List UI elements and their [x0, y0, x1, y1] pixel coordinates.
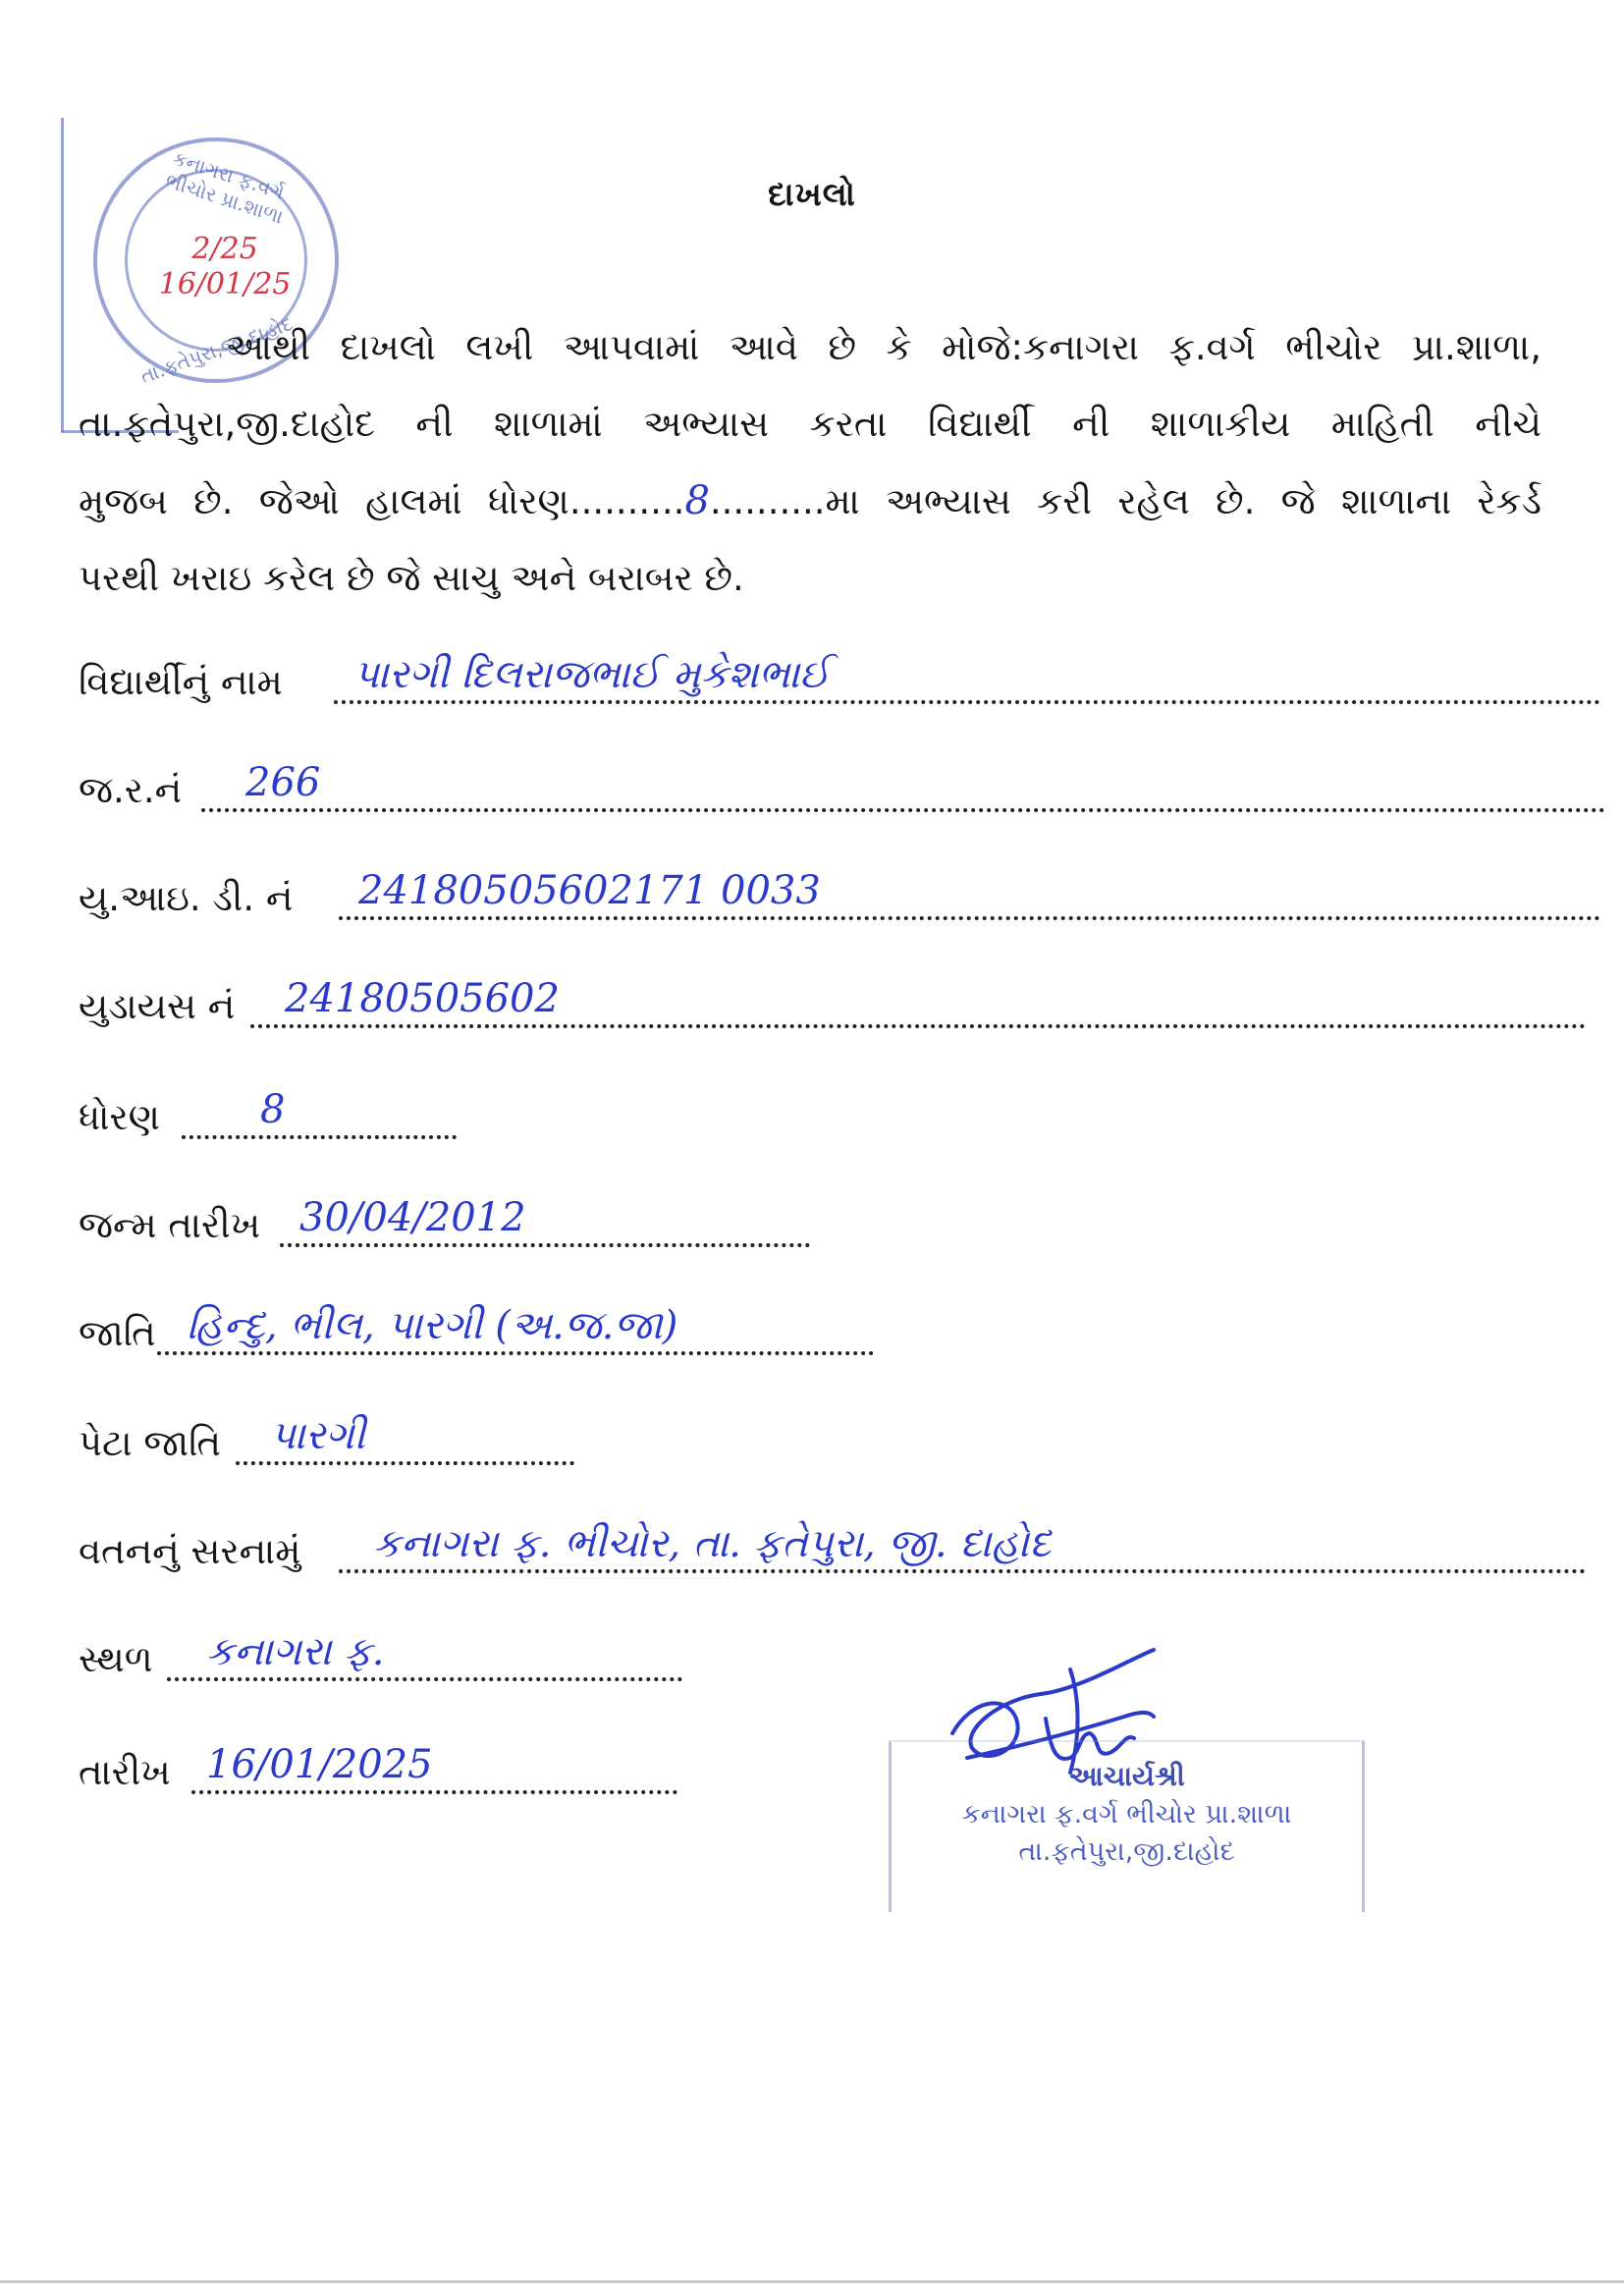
- stamp-number-line2: 16/01/25: [158, 267, 292, 301]
- field-value: કનાગરા ફ. ભીચોર, તા. ફતેપુરા, જી. દાહોદ: [373, 1521, 1052, 1566]
- stamp-principal-title: આચાર્યશ્રી: [1068, 1760, 1185, 1792]
- paragraph-line-4: પરથી ખરાઇ કરેલ છે જે સાચુ અને બરાબર છે.: [79, 557, 744, 599]
- field-native-address: [79, 1521, 1052, 1581]
- stamp-number-line1: 2/25: [191, 232, 258, 266]
- field-place: [79, 1629, 385, 1689]
- field-standard: [79, 1087, 286, 1147]
- paragraph-line-3-before: મુજબ છે. જેઓ હાલમાં ધોરણ..........: [79, 480, 685, 522]
- scan-edge-line: [0, 2280, 1624, 2283]
- stamp-school-location: તા.ફતેપુરા,જી.દાહોદ: [1018, 1836, 1235, 1867]
- stamp-frame-line: [61, 118, 70, 432]
- field-value: કનાગરા ફ.: [206, 1629, 385, 1674]
- stamp-bottom-text: તા.ફતેપુરા,જી.દાહોદ: [136, 310, 297, 389]
- field-label: જન્મ તારીખ: [79, 1204, 261, 1246]
- field-register-no: [79, 760, 321, 820]
- field-label: તારીખ: [79, 1751, 171, 1793]
- field-label: સ્થળ: [79, 1638, 153, 1680]
- field-caste: [79, 1303, 678, 1363]
- field-value: હિન્દુ, ભીલ, પારગી (અ.જ.જા): [187, 1303, 678, 1348]
- paragraph-line-3-after: ..........મા અભ્યાસ કરી રહેલ છે. જે શાળાના રેકર્ડ: [709, 480, 1542, 522]
- field-uid-no: [79, 868, 821, 928]
- field-label: ધોરણ: [79, 1096, 160, 1138]
- paragraph-line-1: [79, 309, 1542, 389]
- field-birth-date: [79, 1195, 526, 1255]
- paragraph-line-1-text: આથી દાખલો લખી આપવામાં આવે છે કે મોજે:કનાગરા ફ.વર્ગ ભીચોર પ્રા.શાળા,: [226, 326, 1542, 368]
- field-value: 266: [245, 760, 321, 805]
- field-student-name: [79, 652, 831, 712]
- field-value: પારગી: [270, 1413, 366, 1458]
- field-value: 16/01/2025: [206, 1742, 433, 1787]
- dotted-line: [201, 802, 1605, 812]
- field-label: વતનનું સરનામું: [79, 1530, 301, 1572]
- field-label: પેટા જાતિ: [79, 1422, 221, 1464]
- field-label: વિદ્યાર્થીનું નામ: [79, 661, 283, 703]
- field-value: 30/04/2012: [299, 1195, 526, 1240]
- principal-stamp: [889, 1740, 1365, 1912]
- stamp-top-text: કનાગરા ફ.વર્ગ ભીચોર પ્રા.શાળા: [162, 145, 288, 229]
- stamp-school-name: કનાગરા ફ.વર્ગ ભીચોર પ્રા.શાળા: [961, 1799, 1292, 1830]
- field-value: 24180505602: [285, 976, 560, 1021]
- field-value: 8: [260, 1087, 286, 1132]
- field-date: [79, 1742, 433, 1802]
- field-sub-caste: [79, 1413, 366, 1473]
- field-label: જ.ર.નં: [79, 769, 183, 811]
- field-label: જાતિ: [79, 1312, 156, 1354]
- field-label: યુડાયસ નં: [79, 985, 236, 1027]
- field-udise-no: [79, 976, 560, 1036]
- document-title: દાખલો: [768, 175, 856, 213]
- field-value: 24180505602171 0033: [358, 868, 821, 913]
- paragraph-line-2: તા.ફતેપુરા,જી.દાહોદ ની શાળામાં અભ્યાસ કરતા વિદ્યાર્થી ની શાળાકીય માહિતી નીચે: [79, 403, 1542, 445]
- paragraph-line-3: [79, 463, 1542, 540]
- field-label: યુ.આઇ. ડી. નં: [79, 877, 294, 919]
- paragraph-std-value: 8: [684, 478, 710, 523]
- field-value: પારગી દિલરાજભાઈ મુકેશભાઈ: [353, 652, 831, 697]
- dotted-line: [182, 1129, 457, 1139]
- certificate-paragraph: [79, 309, 1542, 617]
- stamp-number: [151, 232, 298, 302]
